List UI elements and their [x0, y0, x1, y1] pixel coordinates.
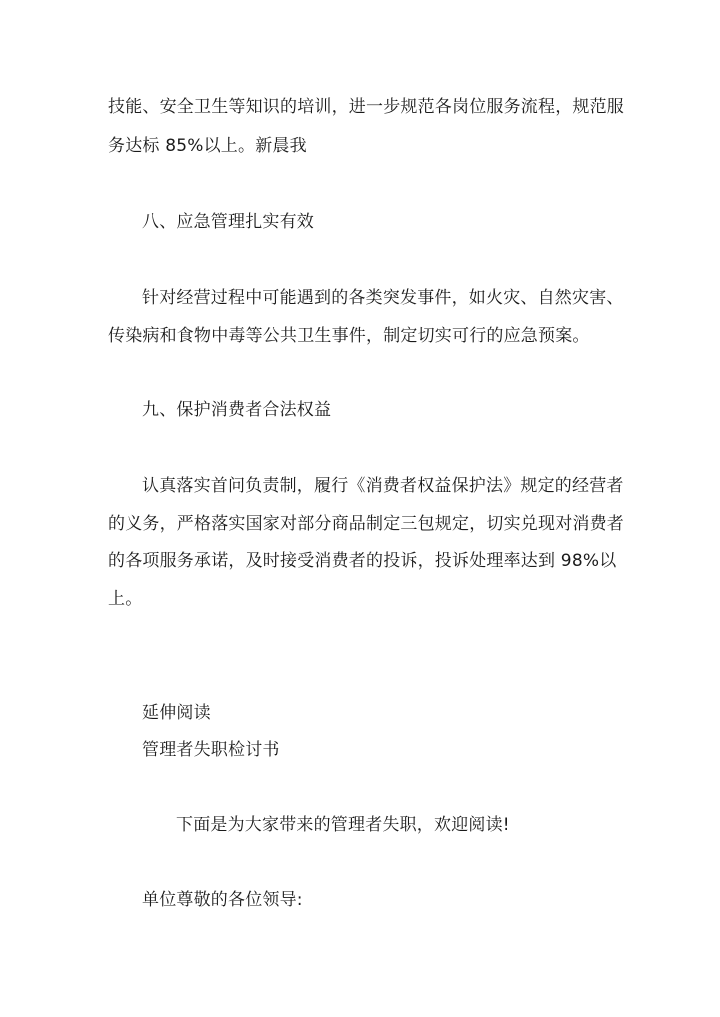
further-reading-label: 延伸阅读 [142, 703, 211, 723]
paragraph-line: 认真落实首问负责制，履行《消费者权益保护法》规定的经营者 [142, 476, 624, 496]
article-title: 管理者失职检讨书 [142, 740, 280, 760]
paragraph-line: 传染病和食物中毒等公共卫生事件，制定切实可行的应急预案。 [108, 326, 590, 346]
paragraph-line: 的各项服务承诺，及时接受消费者的投诉，投诉处理率达到 98%以 [108, 551, 617, 571]
intro-line: 下面是为大家带来的管理者失职，欢迎阅读! [176, 815, 510, 835]
salutation: 单位尊敬的各位领导: [142, 890, 303, 910]
paragraph-line: 务达标 85%以上。新晨我 [108, 136, 307, 156]
section-heading: 八、应急管理扎实有效 [142, 212, 314, 232]
paragraph-line: 的义务，严格落实国家对部分商品制定三包规定，切实兑现对消费者 [108, 514, 624, 534]
section-heading: 九、保护消费者合法权益 [142, 400, 332, 420]
paragraph-line: 技能、安全卫生等知识的培训，进一步规范各岗位服务流程，规范服 [108, 97, 624, 117]
paragraph-line: 针对经营过程中可能遇到的各类突发事件，如火灾、自然灾害、 [142, 288, 624, 308]
paragraph-line: 上。 [108, 589, 143, 609]
